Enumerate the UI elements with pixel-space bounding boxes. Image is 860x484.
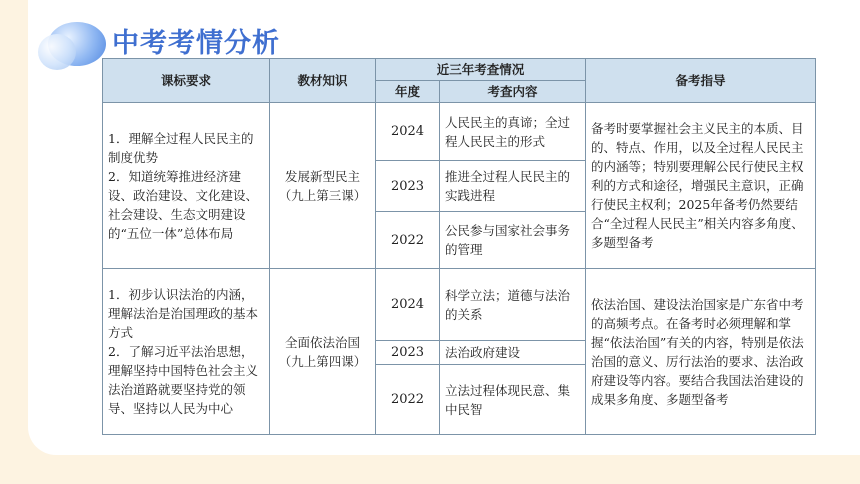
row2-exam2-year: 2023: [376, 341, 440, 365]
row1-exam2-year: 2023: [376, 161, 440, 212]
header-content: 考查内容: [440, 81, 586, 103]
header-guidance: 备考指导: [586, 59, 816, 103]
exam-analysis-table: [102, 58, 816, 435]
row1-exam1-content: 人民民主的真谛；全过程人民民主的形式: [440, 103, 586, 161]
row1-exam1-year: 2024: [376, 103, 440, 161]
row2-guidance: 依法治国、建设法治国家是广东省中考的高频考点。在备考时必须理解和掌握“依法治国”有关的内容，特别是依法治国的意义、厉行法治的要求、法治政府建设等内容。要结合我国法治建设的成果多角度、多题型备考: [586, 269, 816, 435]
header-curriculum: 课标要求: [103, 59, 270, 103]
header-year: 年度: [376, 81, 440, 103]
decorative-bubble-small-icon: [38, 34, 76, 70]
row2-exam3-content: 立法过程体现民意、集中民智: [440, 365, 586, 435]
row1-exam3-content: 公民参与国家社会事务的管理: [440, 212, 586, 269]
row2-exam1-year: 2024: [376, 269, 440, 341]
row2-exam2-content: 法治政府建设: [440, 341, 586, 365]
row2-curriculum: 1．初步认识法治的内涵，理解法治是治国理政的基本方式 2．了解习近平法治思想，理解坚持中国特色社会主义法治道路就要坚持党的领导、坚持以人民为中心: [103, 269, 270, 435]
row2-textbook: 全面依法治国（九上第四课）: [270, 269, 376, 435]
row1-guidance: 备考时要掌握社会主义民主的本质、目的、特点、作用，以及全过程人民民主的内涵等；特别要理解公民行使民主权利的方式和途径，增强民主意识，正确行使民主权利；2025年备考仍然要结合“全过程人民民主”相关内容多角度、多题型备考: [586, 103, 816, 269]
row1-curriculum: 1．理解全过程人民民主的制度优势 2．知道统筹推进经济建设、政治建设、文化建设、社会建设、生态文明建设的“五位一体”总体布局: [103, 103, 270, 269]
header-exam-group: 近三年考查情况: [376, 59, 586, 81]
page-title: 中考考情分析: [112, 28, 280, 59]
row1-textbook: 发展新型民主（九上第三课）: [270, 103, 376, 269]
row1-exam2-content: 推进全过程人民民主的实践进程: [440, 161, 586, 212]
row1-exam3-year: 2022: [376, 212, 440, 269]
row2-exam1-content: 科学立法；道德与法治的关系: [440, 269, 586, 341]
header-textbook: 教材知识: [270, 59, 376, 103]
row2-exam3-year: 2022: [376, 365, 440, 435]
